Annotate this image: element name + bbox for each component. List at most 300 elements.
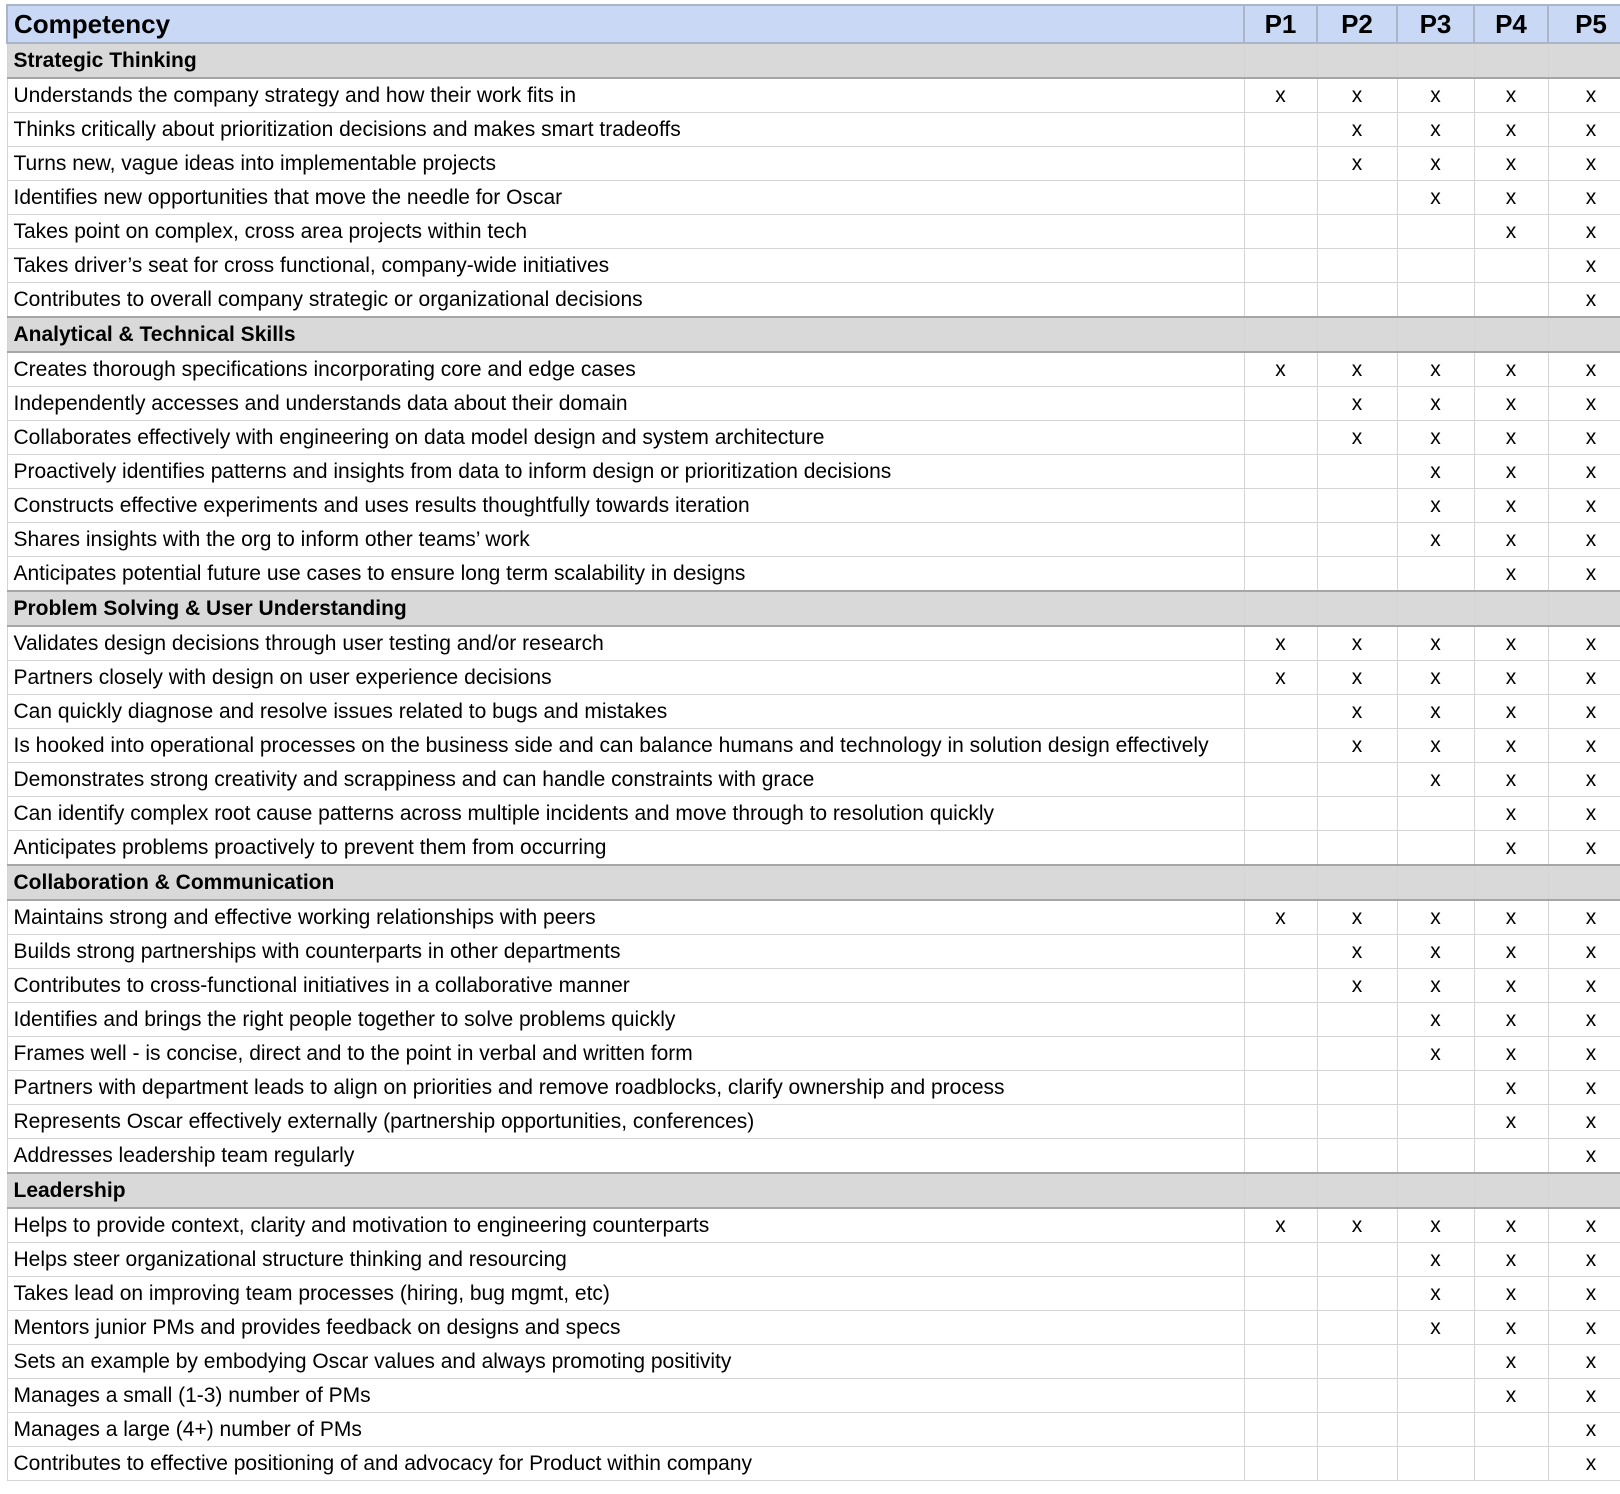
section-empty-cell <box>1397 591 1474 626</box>
level-p1-cell <box>1244 1413 1317 1447</box>
section-empty-cell <box>1244 43 1317 78</box>
table-row <box>7 78 1620 113</box>
level-p5-cell: x <box>1548 1413 1620 1447</box>
level-p5-cell: x <box>1548 113 1620 147</box>
level-p1-cell <box>1244 695 1317 729</box>
section-empty-cell <box>1548 1173 1620 1208</box>
competency-cell: Maintains strong and effective working relationships with peers <box>7 900 1244 935</box>
level-p4-cell: x <box>1474 831 1548 866</box>
table-row <box>7 1071 1620 1105</box>
level-p4-cell: x <box>1474 352 1548 387</box>
level-p5-cell: x <box>1548 935 1620 969</box>
level-p4-cell: x <box>1474 1071 1548 1105</box>
level-p3-cell <box>1397 249 1474 283</box>
level-p3-cell: x <box>1397 113 1474 147</box>
table-row <box>7 900 1620 935</box>
level-p3-cell: x <box>1397 352 1474 387</box>
table-row <box>7 1277 1620 1311</box>
section-empty-cell <box>1548 591 1620 626</box>
level-p1-cell: x <box>1244 661 1317 695</box>
level-p4-cell: x <box>1474 797 1548 831</box>
competency-cell: Constructs effective experiments and uses results thoughtfully towards iteration <box>7 489 1244 523</box>
level-p4-cell: x <box>1474 78 1548 113</box>
level-p3-cell <box>1397 283 1474 318</box>
level-p2-cell <box>1317 1105 1397 1139</box>
level-p3-cell: x <box>1397 421 1474 455</box>
competency-cell: Independently accesses and understands data about their domain <box>7 387 1244 421</box>
level-p5-cell: x <box>1548 249 1620 283</box>
section-row <box>7 317 1620 352</box>
level-p5-cell: x <box>1548 626 1620 661</box>
table-row <box>7 1105 1620 1139</box>
level-p3-cell <box>1397 1071 1474 1105</box>
level-p5-cell: x <box>1548 1447 1620 1481</box>
level-p4-cell <box>1474 1447 1548 1481</box>
competency-cell: Anticipates potential future use cases to ensure long term scalability in designs <box>7 557 1244 592</box>
level-p3-cell: x <box>1397 387 1474 421</box>
level-p2-cell <box>1317 1243 1397 1277</box>
level-p3-cell <box>1397 1345 1474 1379</box>
competency-cell: Contributes to overall company strategic or organizational decisions <box>7 283 1244 318</box>
level-p4-cell: x <box>1474 626 1548 661</box>
level-p5-cell: x <box>1548 1139 1620 1174</box>
competency-cell: Takes lead on improving team processes (hiring, bug mgmt, etc) <box>7 1277 1244 1311</box>
level-p2-cell: x <box>1317 935 1397 969</box>
table-row <box>7 1208 1620 1243</box>
level-p4-cell: x <box>1474 1243 1548 1277</box>
level-p3-cell: x <box>1397 900 1474 935</box>
level-p5-cell: x <box>1548 831 1620 866</box>
level-p3-cell: x <box>1397 695 1474 729</box>
level-p2-cell: x <box>1317 113 1397 147</box>
level-p3-cell: x <box>1397 969 1474 1003</box>
level-p1-cell <box>1244 1037 1317 1071</box>
level-p2-cell <box>1317 1345 1397 1379</box>
competency-cell: Understands the company strategy and how their work fits in <box>7 78 1244 113</box>
level-p2-cell <box>1317 831 1397 866</box>
level-p2-cell: x <box>1317 969 1397 1003</box>
section-empty-cell <box>1244 591 1317 626</box>
section-title: Analytical & Technical Skills <box>7 317 1244 352</box>
table-row <box>7 969 1620 1003</box>
level-p1-cell: x <box>1244 900 1317 935</box>
level-p3-cell <box>1397 1413 1474 1447</box>
level-p5-cell: x <box>1548 661 1620 695</box>
level-p3-cell: x <box>1397 455 1474 489</box>
level-p1-cell <box>1244 1311 1317 1345</box>
section-empty-cell <box>1244 865 1317 900</box>
table-row <box>7 387 1620 421</box>
level-p4-cell: x <box>1474 181 1548 215</box>
level-p4-cell: x <box>1474 1003 1548 1037</box>
header-p4: P4 <box>1474 5 1548 43</box>
level-p1-cell <box>1244 249 1317 283</box>
section-row <box>7 43 1620 78</box>
competency-cell: Anticipates problems proactively to prevent them from occurring <box>7 831 1244 866</box>
header-p2: P2 <box>1317 5 1397 43</box>
level-p5-cell: x <box>1548 557 1620 592</box>
competency-cell: Turns new, vague ideas into implementable projects <box>7 147 1244 181</box>
section-empty-cell <box>1244 1173 1317 1208</box>
section-empty-cell <box>1317 1173 1397 1208</box>
competency-cell: Shares insights with the org to inform other teams’ work <box>7 523 1244 557</box>
level-p5-cell: x <box>1548 215 1620 249</box>
level-p1-cell <box>1244 147 1317 181</box>
competency-cell: Proactively identifies patterns and insights from data to inform design or prioritization decisions <box>7 455 1244 489</box>
level-p2-cell <box>1317 763 1397 797</box>
table-row <box>7 352 1620 387</box>
level-p4-cell: x <box>1474 900 1548 935</box>
level-p5-cell: x <box>1548 181 1620 215</box>
table-row <box>7 695 1620 729</box>
level-p4-cell: x <box>1474 1277 1548 1311</box>
level-p5-cell: x <box>1548 1277 1620 1311</box>
level-p3-cell: x <box>1397 147 1474 181</box>
level-p3-cell: x <box>1397 1003 1474 1037</box>
table-row <box>7 147 1620 181</box>
level-p4-cell <box>1474 249 1548 283</box>
level-p5-cell: x <box>1548 695 1620 729</box>
section-empty-cell <box>1317 317 1397 352</box>
level-p2-cell: x <box>1317 729 1397 763</box>
section-title: Problem Solving & User Understanding <box>7 591 1244 626</box>
level-p4-cell: x <box>1474 557 1548 592</box>
section-row <box>7 1173 1620 1208</box>
section-empty-cell <box>1548 43 1620 78</box>
level-p3-cell: x <box>1397 523 1474 557</box>
level-p3-cell <box>1397 215 1474 249</box>
level-p1-cell <box>1244 797 1317 831</box>
header-p5: P5 <box>1548 5 1620 43</box>
level-p4-cell: x <box>1474 215 1548 249</box>
level-p5-cell: x <box>1548 1208 1620 1243</box>
competency-cell: Can identify complex root cause patterns across multiple incidents and move through to resolution quickly <box>7 797 1244 831</box>
competency-cell: Is hooked into operational processes on the business side and can balance humans and technology in solution design effectively <box>7 729 1244 763</box>
level-p2-cell <box>1317 1447 1397 1481</box>
level-p1-cell <box>1244 1105 1317 1139</box>
section-empty-cell <box>1548 865 1620 900</box>
table-row <box>7 1413 1620 1447</box>
table-row <box>7 283 1620 318</box>
level-p2-cell <box>1317 215 1397 249</box>
level-p2-cell <box>1317 1413 1397 1447</box>
level-p3-cell: x <box>1397 78 1474 113</box>
table-row <box>7 489 1620 523</box>
level-p5-cell: x <box>1548 147 1620 181</box>
level-p3-cell: x <box>1397 661 1474 695</box>
level-p4-cell: x <box>1474 1037 1548 1071</box>
section-empty-cell <box>1474 591 1548 626</box>
level-p5-cell: x <box>1548 352 1620 387</box>
level-p1-cell <box>1244 215 1317 249</box>
competency-cell: Addresses leadership team regularly <box>7 1139 1244 1174</box>
level-p3-cell: x <box>1397 1311 1474 1345</box>
level-p1-cell <box>1244 969 1317 1003</box>
level-p1-cell <box>1244 387 1317 421</box>
section-title: Collaboration & Communication <box>7 865 1244 900</box>
competency-cell: Contributes to effective positioning of and advocacy for Product within company <box>7 1447 1244 1481</box>
level-p1-cell: x <box>1244 78 1317 113</box>
level-p4-cell: x <box>1474 387 1548 421</box>
section-empty-cell <box>1397 865 1474 900</box>
table-row <box>7 523 1620 557</box>
level-p2-cell <box>1317 455 1397 489</box>
level-p2-cell: x <box>1317 147 1397 181</box>
level-p2-cell <box>1317 1139 1397 1174</box>
level-p4-cell: x <box>1474 695 1548 729</box>
level-p2-cell: x <box>1317 695 1397 729</box>
level-p5-cell: x <box>1548 1379 1620 1413</box>
level-p1-cell <box>1244 1345 1317 1379</box>
table-row <box>7 1311 1620 1345</box>
level-p2-cell: x <box>1317 1208 1397 1243</box>
level-p4-cell: x <box>1474 523 1548 557</box>
header-competency: Competency <box>7 5 1244 43</box>
competency-cell: Partners closely with design on user experience decisions <box>7 661 1244 695</box>
competency-cell: Represents Oscar effectively externally (partnership opportunities, conferences) <box>7 1105 1244 1139</box>
level-p4-cell: x <box>1474 969 1548 1003</box>
level-p2-cell <box>1317 523 1397 557</box>
competency-cell: Helps steer organizational structure thinking and resourcing <box>7 1243 1244 1277</box>
level-p3-cell: x <box>1397 1037 1474 1071</box>
level-p5-cell: x <box>1548 1105 1620 1139</box>
table-row <box>7 1379 1620 1413</box>
level-p1-cell <box>1244 1447 1317 1481</box>
competency-cell: Can quickly diagnose and resolve issues related to bugs and mistakes <box>7 695 1244 729</box>
competency-cell: Thinks critically about prioritization decisions and makes smart tradeoffs <box>7 113 1244 147</box>
level-p2-cell <box>1317 557 1397 592</box>
level-p5-cell: x <box>1548 387 1620 421</box>
level-p3-cell <box>1397 797 1474 831</box>
competency-cell: Contributes to cross-functional initiatives in a collaborative manner <box>7 969 1244 1003</box>
section-empty-cell <box>1397 317 1474 352</box>
level-p4-cell: x <box>1474 1105 1548 1139</box>
section-row <box>7 591 1620 626</box>
level-p5-cell: x <box>1548 1311 1620 1345</box>
competency-cell: Identifies new opportunities that move the needle for Oscar <box>7 181 1244 215</box>
competency-cell: Validates design decisions through user testing and/or research <box>7 626 1244 661</box>
level-p2-cell: x <box>1317 661 1397 695</box>
section-empty-cell <box>1317 591 1397 626</box>
section-empty-cell <box>1474 1173 1548 1208</box>
competency-cell: Frames well - is concise, direct and to the point in verbal and written form <box>7 1037 1244 1071</box>
level-p2-cell <box>1317 1311 1397 1345</box>
level-p1-cell: x <box>1244 352 1317 387</box>
competency-cell: Identifies and brings the right people together to solve problems quickly <box>7 1003 1244 1037</box>
header-p3: P3 <box>1397 5 1474 43</box>
section-empty-cell <box>1397 1173 1474 1208</box>
level-p3-cell <box>1397 1379 1474 1413</box>
header-row <box>7 5 1620 43</box>
level-p5-cell: x <box>1548 797 1620 831</box>
level-p3-cell: x <box>1397 763 1474 797</box>
section-empty-cell <box>1317 865 1397 900</box>
header-p1: P1 <box>1244 5 1317 43</box>
section-title: Strategic Thinking <box>7 43 1244 78</box>
section-title: Leadership <box>7 1173 1244 1208</box>
table-row <box>7 831 1620 866</box>
table-row <box>7 729 1620 763</box>
table-row <box>7 215 1620 249</box>
table-row <box>7 626 1620 661</box>
level-p5-cell: x <box>1548 969 1620 1003</box>
table-row <box>7 421 1620 455</box>
level-p2-cell <box>1317 181 1397 215</box>
level-p1-cell <box>1244 831 1317 866</box>
section-empty-cell <box>1474 43 1548 78</box>
level-p5-cell: x <box>1548 78 1620 113</box>
level-p1-cell: x <box>1244 1208 1317 1243</box>
level-p3-cell <box>1397 557 1474 592</box>
level-p3-cell: x <box>1397 489 1474 523</box>
level-p4-cell: x <box>1474 489 1548 523</box>
level-p2-cell <box>1317 1379 1397 1413</box>
level-p2-cell: x <box>1317 78 1397 113</box>
table-row <box>7 1139 1620 1174</box>
competency-cell: Manages a small (1-3) number of PMs <box>7 1379 1244 1413</box>
competency-cell: Takes driver’s seat for cross functional, company-wide initiatives <box>7 249 1244 283</box>
table-row <box>7 113 1620 147</box>
level-p5-cell: x <box>1548 523 1620 557</box>
table-row <box>7 1345 1620 1379</box>
table-row <box>7 763 1620 797</box>
table-row <box>7 1037 1620 1071</box>
section-empty-cell <box>1317 43 1397 78</box>
level-p2-cell <box>1317 1037 1397 1071</box>
level-p5-cell: x <box>1548 1345 1620 1379</box>
table-row <box>7 935 1620 969</box>
table-row <box>7 249 1620 283</box>
table-row <box>7 661 1620 695</box>
level-p2-cell <box>1317 797 1397 831</box>
level-p4-cell: x <box>1474 113 1548 147</box>
section-empty-cell <box>1548 317 1620 352</box>
level-p3-cell: x <box>1397 1208 1474 1243</box>
competency-cell: Builds strong partnerships with counterparts in other departments <box>7 935 1244 969</box>
level-p1-cell <box>1244 1243 1317 1277</box>
table-body <box>7 43 1620 1481</box>
level-p5-cell: x <box>1548 1037 1620 1071</box>
level-p5-cell: x <box>1548 1003 1620 1037</box>
section-row <box>7 865 1620 900</box>
level-p3-cell <box>1397 831 1474 866</box>
level-p1-cell <box>1244 1139 1317 1174</box>
competency-cell: Manages a large (4+) number of PMs <box>7 1413 1244 1447</box>
table-row <box>7 557 1620 592</box>
level-p5-cell: x <box>1548 283 1620 318</box>
level-p4-cell <box>1474 1413 1548 1447</box>
competency-cell: Partners with department leads to align on priorities and remove roadblocks, clarify ownership and process <box>7 1071 1244 1105</box>
level-p5-cell: x <box>1548 489 1620 523</box>
level-p4-cell <box>1474 1139 1548 1174</box>
level-p1-cell <box>1244 421 1317 455</box>
level-p5-cell: x <box>1548 421 1620 455</box>
competency-cell: Creates thorough specifications incorporating core and edge cases <box>7 352 1244 387</box>
table-row <box>7 1003 1620 1037</box>
level-p1-cell <box>1244 935 1317 969</box>
level-p3-cell: x <box>1397 729 1474 763</box>
level-p4-cell: x <box>1474 1379 1548 1413</box>
level-p2-cell: x <box>1317 387 1397 421</box>
level-p3-cell <box>1397 1139 1474 1174</box>
level-p2-cell <box>1317 1277 1397 1311</box>
level-p5-cell: x <box>1548 900 1620 935</box>
section-empty-cell <box>1397 43 1474 78</box>
table-row <box>7 1447 1620 1481</box>
level-p4-cell: x <box>1474 1208 1548 1243</box>
level-p3-cell <box>1397 1105 1474 1139</box>
level-p4-cell: x <box>1474 1311 1548 1345</box>
level-p4-cell: x <box>1474 935 1548 969</box>
section-empty-cell <box>1244 317 1317 352</box>
level-p3-cell: x <box>1397 1243 1474 1277</box>
table-row <box>7 1243 1620 1277</box>
level-p2-cell <box>1317 249 1397 283</box>
competency-cell: Mentors junior PMs and provides feedback on designs and specs <box>7 1311 1244 1345</box>
level-p2-cell <box>1317 283 1397 318</box>
level-p5-cell: x <box>1548 729 1620 763</box>
level-p2-cell: x <box>1317 352 1397 387</box>
level-p1-cell <box>1244 1277 1317 1311</box>
competency-cell: Helps to provide context, clarity and motivation to engineering counterparts <box>7 1208 1244 1243</box>
level-p2-cell <box>1317 1071 1397 1105</box>
competency-table <box>6 4 1620 1481</box>
level-p5-cell: x <box>1548 1071 1620 1105</box>
level-p4-cell <box>1474 283 1548 318</box>
level-p1-cell <box>1244 489 1317 523</box>
level-p4-cell: x <box>1474 729 1548 763</box>
level-p1-cell <box>1244 283 1317 318</box>
level-p1-cell <box>1244 1071 1317 1105</box>
level-p3-cell: x <box>1397 935 1474 969</box>
level-p4-cell: x <box>1474 455 1548 489</box>
level-p1-cell <box>1244 1379 1317 1413</box>
level-p5-cell: x <box>1548 763 1620 797</box>
section-empty-cell <box>1474 317 1548 352</box>
level-p5-cell: x <box>1548 455 1620 489</box>
level-p2-cell: x <box>1317 421 1397 455</box>
level-p3-cell: x <box>1397 626 1474 661</box>
level-p5-cell: x <box>1548 1243 1620 1277</box>
table-row <box>7 181 1620 215</box>
level-p1-cell <box>1244 729 1317 763</box>
level-p2-cell <box>1317 1003 1397 1037</box>
level-p3-cell: x <box>1397 181 1474 215</box>
level-p4-cell: x <box>1474 1345 1548 1379</box>
level-p1-cell <box>1244 181 1317 215</box>
level-p4-cell: x <box>1474 763 1548 797</box>
level-p1-cell <box>1244 455 1317 489</box>
level-p1-cell: x <box>1244 626 1317 661</box>
level-p1-cell <box>1244 763 1317 797</box>
competency-cell: Sets an example by embodying Oscar values and always promoting positivity <box>7 1345 1244 1379</box>
level-p3-cell <box>1397 1447 1474 1481</box>
level-p1-cell <box>1244 557 1317 592</box>
section-empty-cell <box>1474 865 1548 900</box>
level-p4-cell: x <box>1474 421 1548 455</box>
level-p1-cell <box>1244 1003 1317 1037</box>
level-p1-cell <box>1244 113 1317 147</box>
level-p4-cell: x <box>1474 147 1548 181</box>
competency-cell: Demonstrates strong creativity and scrappiness and can handle constraints with grace <box>7 763 1244 797</box>
table-row <box>7 455 1620 489</box>
level-p3-cell: x <box>1397 1277 1474 1311</box>
level-p2-cell: x <box>1317 626 1397 661</box>
level-p2-cell <box>1317 489 1397 523</box>
level-p4-cell: x <box>1474 661 1548 695</box>
level-p1-cell <box>1244 523 1317 557</box>
competency-cell: Takes point on complex, cross area projects within tech <box>7 215 1244 249</box>
